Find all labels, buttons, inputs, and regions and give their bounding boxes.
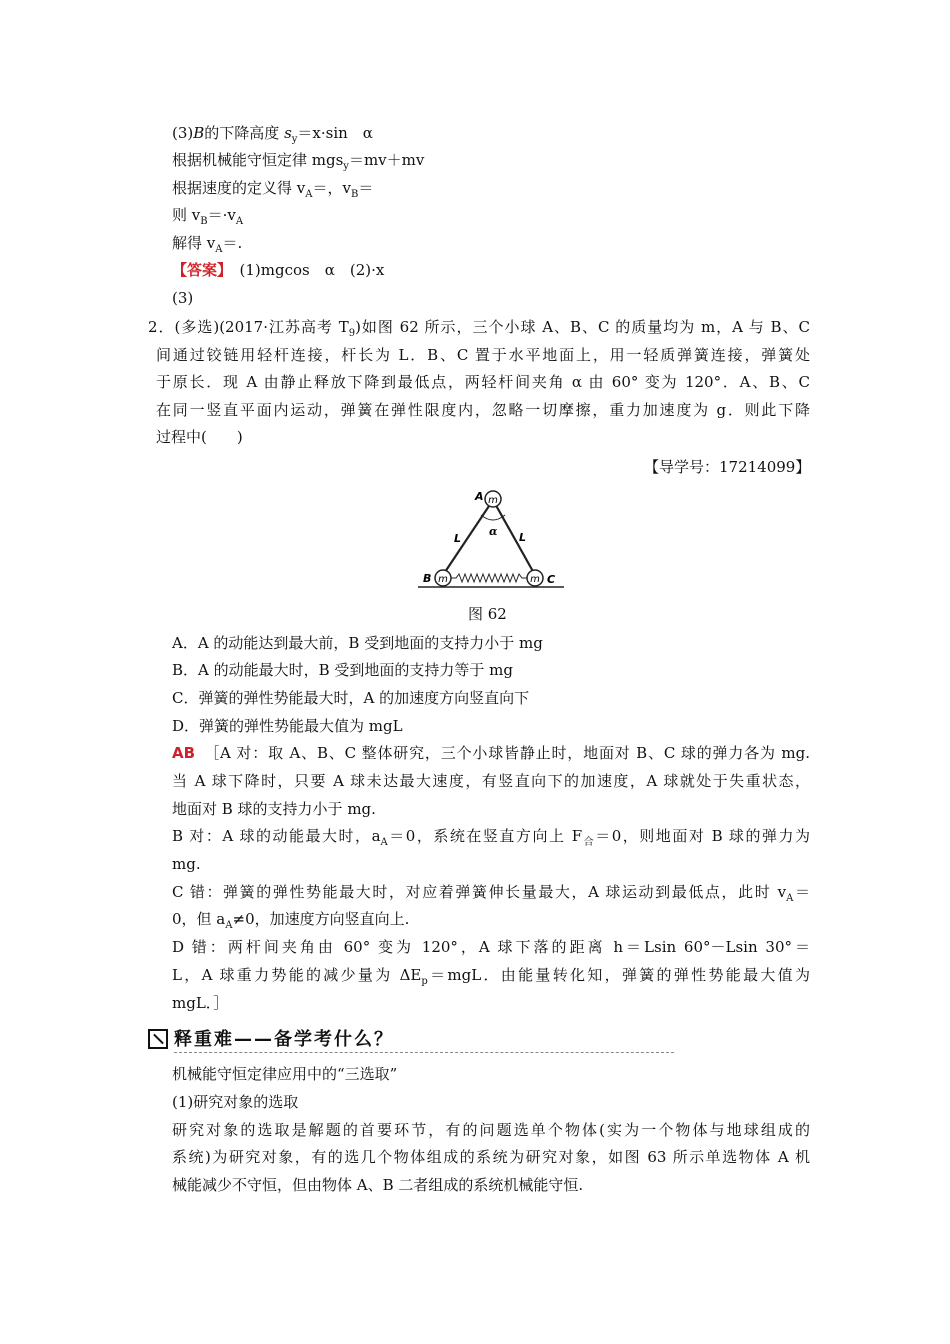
section-divider (174, 1052, 674, 1053)
solution-line-1: (3)B的下降高度 $s_y=x\cdot\sin$ α (172, 124, 373, 145)
question-line-2: 间通过铰链用轻杆连接，杆长为 L．B、C 置于水平地面上，用一轻质弹簧连接，弹簧处 (156, 346, 810, 364)
option-d: D．弹簧的弹性势能最大值为 mgL (172, 717, 403, 735)
explanation-b-line-1: B 对：A 球的动能最大时，$a_A=0$，系统在竖直方向上 $F_合=0$，则地面对 B 球的弹力为 (172, 827, 810, 848)
question-line-4: 在同一竖直平面内运动，弹簧在弹性限度内，忽略一切摩擦，重力加速度为 g．则此下降 (156, 401, 810, 419)
option-b: B．A 的动能最大时，B 受到地面的支持力等于 mg (172, 661, 514, 679)
figure-62-diagram (418, 485, 564, 595)
section-header (148, 1025, 528, 1055)
section-marker-icon (148, 1029, 168, 1049)
spring (451, 574, 527, 582)
solution-line-4: 则 $v_B=\cdot v_A$ (172, 206, 244, 227)
label-l-right: L (519, 531, 527, 544)
question-line-1: 2．(多选)(2017·江苏高考 $T_9$)如图 62 所示，三个小球 A、B、C 的质量均为 m，A 与 B、C (148, 318, 810, 339)
answer-label: 【答案】 (172, 261, 225, 279)
solution-line-2: 根据机械能守恒定律 mgs$_y$＝mv＋mv (172, 151, 425, 172)
mass-label-a: m (488, 495, 498, 506)
explanation-a-line-2: 当 A 球下降时，只要 A 球未达最大速度，有竖直向下的加速度，A 球就处于失重状态， (172, 772, 810, 790)
section-intro: 机械能守恒定律应用中的“三选取” (172, 1065, 398, 1083)
answer-ab: AB (172, 744, 196, 762)
question-line-3: 于原长．现 A 由静止释放下降到最低点，两轻杆间夹角 α 由 60° 变为 120°．A、B、C (156, 373, 810, 391)
figure-caption: 图 62 (468, 605, 507, 623)
solution-line-3: 根据速度的定义得 $v_A=$，$v_B=$ (172, 179, 374, 200)
explanation-d-line-1: D 错：两杆间夹角由 60° 变为 120°，A 球下落的距离 h＝Lsin 60°－Lsin 30°＝ (172, 938, 810, 956)
mass-label-c: m (530, 574, 540, 585)
label-a: A (475, 490, 484, 503)
rod-ab (443, 500, 493, 575)
answer-line: 【答案】 (1)mgcos α (2)·x (172, 261, 385, 279)
section-paragraph-line-1: 研究对象的选取是解题的首要环节，有的问题选单个物体(实为一个物体与地球组成的 (172, 1121, 810, 1139)
mass-label-b: m (438, 574, 448, 585)
explanation-a-line-1: AB ［A 对：取 A、B、C 整体研究，三个小球皆静止时，地面对 B、C 球的弹力各为 mg. (172, 744, 810, 762)
section-paragraph-line-3: 械能减少不守恒，但由物体 A、B 二者组成的系统机械能守恒. (172, 1176, 584, 1194)
section-subheading-1: (1)研究对象的选取 (172, 1093, 299, 1111)
explanation-c-line-1: C 错：弹簧的弹性势能最大时，对应着弹簧伸长量最大，A 球运动到最低点，此时 $v_A=$ (172, 883, 810, 904)
label-l-left: L (454, 532, 462, 545)
explanation-b-line-2: mg. (172, 855, 201, 873)
section-title: 释重难——备学考什么？ (174, 1029, 394, 1050)
label-alpha: α (489, 525, 498, 538)
section-paragraph-line-2: 系统)为研究对象，有的选几个物体组成的系统为研究对象，如图 63 所示单选物体 A 机 (172, 1148, 810, 1166)
label-c: C (547, 573, 556, 586)
explanation-c-line-2: 0，但 $a_A\ne 0$，加速度方向竖直向上. (172, 910, 410, 931)
question-line-5: 过程中( ) (156, 428, 243, 446)
explanation-a-line-3: 地面对 B 球的支持力小于 mg. (172, 800, 376, 818)
answer-line-3: (3) (172, 289, 194, 307)
rod-ac (493, 500, 535, 575)
option-a: A．A 的动能达到最大前，B 受到地面的支持力小于 mg (172, 634, 543, 652)
option-c: C．弹簧的弹性势能最大时，A 的加速度方向竖直向下 (172, 689, 530, 707)
explanation-d-line-2: L，A 球重力势能的减少量为 $\Delta E_p=mgL$．由能量转化知，弹簧的弹性势能最大值为 (172, 966, 810, 987)
explanation-d-line-3: mgL．］ (172, 994, 229, 1012)
label-b: B (423, 572, 432, 585)
guide-number: 【导学号：17214099】 (644, 458, 811, 476)
solution-line-5: 解得 $v_A=$. (172, 234, 243, 255)
